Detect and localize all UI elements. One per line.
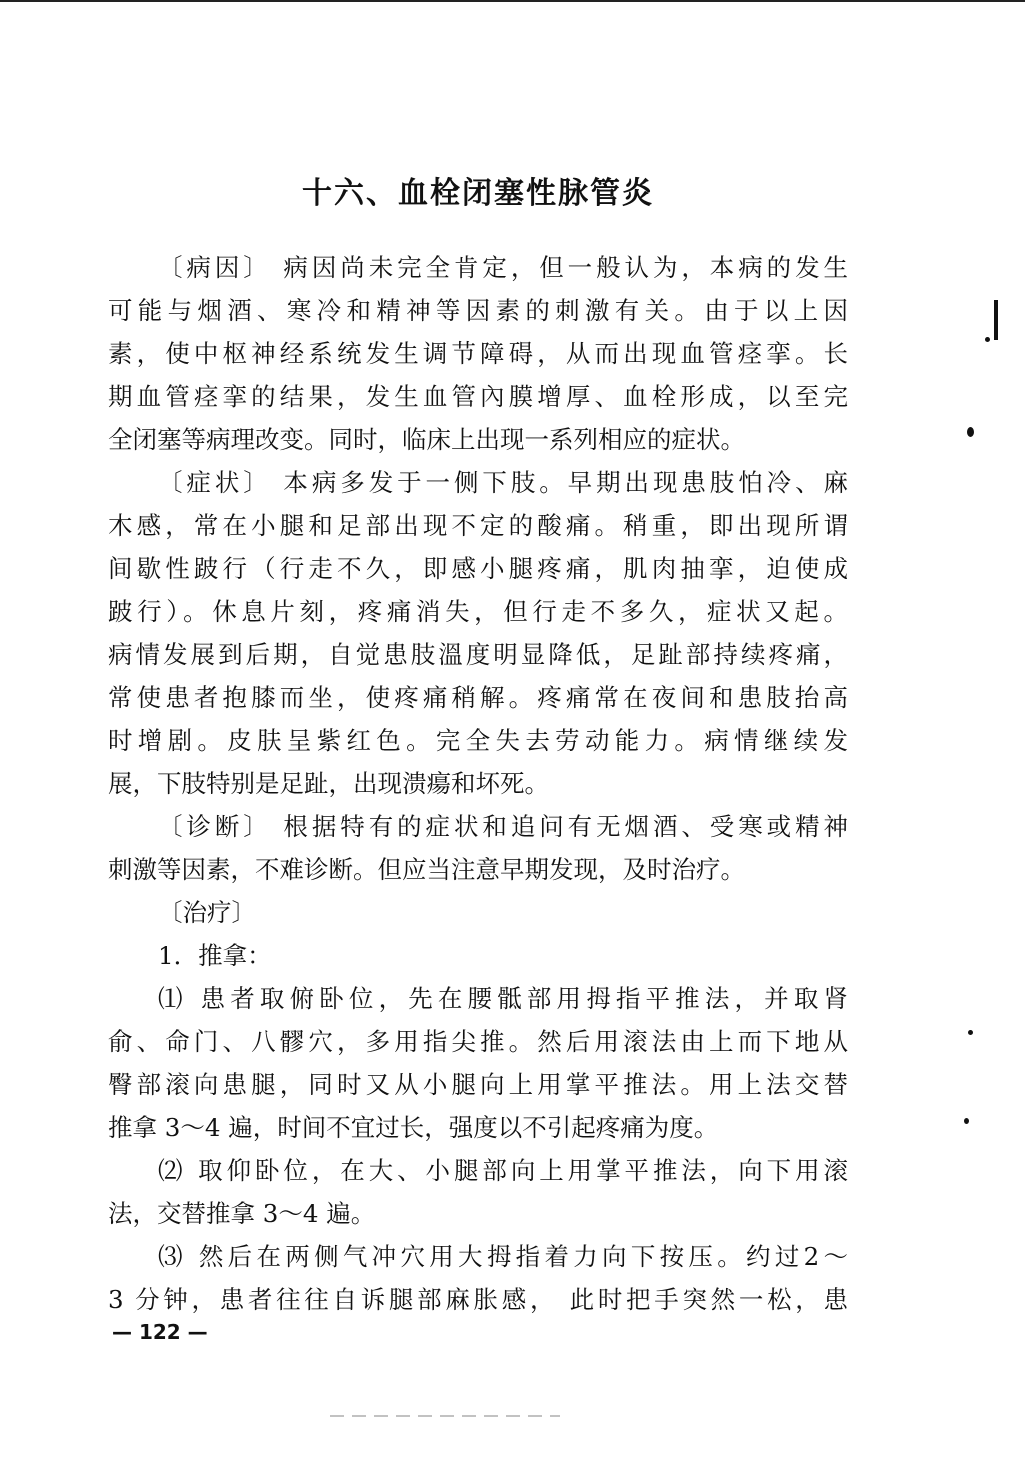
paragraph-step-3 (108, 1235, 848, 1321)
text-line: ⑴ 患者取俯卧位，先在腰骶部用拇指平推法，并取肾 (158, 984, 848, 1013)
paragraph-massage-heading (108, 934, 848, 977)
page-body (108, 172, 848, 1321)
text-line: 〔治疗〕 (158, 898, 256, 927)
top-border-rule (0, 0, 1025, 2)
paragraph-symptoms (108, 461, 848, 805)
text-line: 间歇性跛行（行走不久，即感小腿疼痛，肌肉抽挛，迫使成 (108, 554, 848, 583)
text-line: 法，交替推拿 3～4 遍。 (108, 1199, 376, 1228)
text-line: 常使患者抱膝而坐，使疼痛稍解。疼痛常在夜间和患肢抬高 (108, 683, 848, 712)
scan-mark-dot (985, 337, 990, 342)
text-line: 俞、命门、八髎穴，多用指尖推。然后用滚法由上而下地从 (108, 1027, 848, 1056)
text-line: 1．推拿： (158, 941, 272, 970)
text-line: 时增剧。皮肤呈紫红色。完全失去劳动能力。病情继续发 (108, 726, 848, 755)
scan-mark-dot (964, 1118, 969, 1124)
text-line: 〔病因〕 病因尚未完全肯定，但一般认为，本病的发生 (158, 253, 848, 282)
scan-mark-dot (968, 1030, 973, 1035)
text-line: 臀部滚向患腿，同时又从小腿向上用掌平推法。用上法交替 (108, 1070, 848, 1099)
text-line: 跛行）。休息片刻，疼痛消失，但行走不多久，症状又起。 (108, 597, 848, 626)
scan-mark-dot (967, 427, 974, 437)
text-line: 木感，常在小腿和足部出现不定的酸痛。稍重，即出现所谓 (108, 511, 848, 540)
section-title: 十六、血栓闭塞性脉管炎 (302, 176, 654, 211)
scan-mark-bar (994, 300, 998, 340)
text-line: 推拿 3～4 遍，时间不宜过长，强度以不引起疼痛为度。 (108, 1113, 719, 1142)
paragraph-treatment-heading (108, 891, 848, 934)
text-line: 展，下肢特别是足趾，出现溃瘍和坏死。 (108, 769, 549, 798)
text-line: ⑶ 然后在两侧气冲穴用大拇指着力向下按压。约过2～ (158, 1242, 848, 1271)
text-line: 全闭塞等病理改变。同时，临床上出现一系列相应的症状。 (108, 425, 745, 454)
text-line: 期血管痉挛的结果，发生血管內膜增厚、血栓形成，以至完 (108, 382, 848, 411)
text-line: 〔诊断〕 根据特有的症状和追问有无烟酒、受寒或精神 (158, 812, 848, 841)
paragraph-cause (108, 246, 848, 461)
paragraph-step-2 (108, 1149, 848, 1235)
paragraph-step-1 (108, 977, 848, 1149)
text-line: ⑵ 取仰卧位，在大、小腿部向上用掌平推法，向下用滚 (158, 1156, 848, 1185)
text-line: 病情发展到后期，自觉患肢溫度明显降低，足趾部持续疼痛， (108, 640, 848, 669)
text-line: 3 分钟，患者往往自诉腿部麻胀感， 此时把手突然一松，患 (108, 1285, 848, 1314)
page-number: — 122 — (112, 1320, 208, 1344)
text-line: 素，使中枢神经系统发生调节障碍，从而出现血管痉挛。长 (108, 339, 848, 368)
text-line: 〔症状〕 本病多发于一侧下肢。早期出现患肢怕冷、麻 (158, 468, 848, 497)
text-line: 可能与烟酒、寒冷和精神等因素的刺激有关。由于以上因 (108, 296, 848, 325)
scan-smudge (330, 1415, 560, 1417)
text-line: 刺激等因素，不难诊断。但应当注意早期发现，及时治疗。 (108, 855, 745, 884)
paragraph-diagnosis (108, 805, 848, 891)
